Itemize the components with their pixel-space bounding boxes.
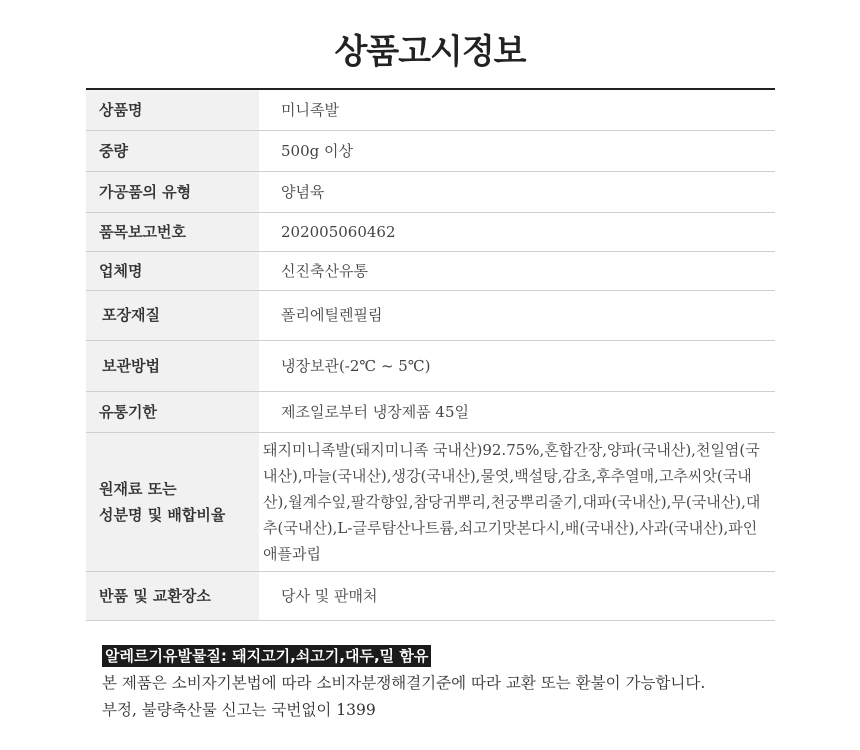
product-info-table xyxy=(86,88,775,621)
allergy-notice: 알레르기유발물질: 돼지고기,쇠고기,대두,밀 함유 xyxy=(102,645,431,667)
row-label: 중량 xyxy=(86,130,259,171)
row-value: 500g 이상 xyxy=(259,130,775,171)
page-title: 상품고시정보 xyxy=(334,32,526,72)
row-value: 폴리에틸렌필림 xyxy=(259,290,775,340)
refund-notice: 본 제품은 소비자기본법에 따라 소비자분쟁해결기준에 따라 교환 또는 환불이 가능합니다. xyxy=(102,674,706,692)
row-label: 보관방법 xyxy=(86,340,259,391)
table-row xyxy=(86,212,775,251)
table-row xyxy=(86,130,775,171)
report-notice: 부정, 불량축산물 신고는 국번없이 1399 xyxy=(102,701,376,719)
table-row xyxy=(86,251,775,290)
row-value: 당사 및 판매처 xyxy=(259,571,775,620)
row-label: 품목보고번호 xyxy=(86,212,259,251)
table-row xyxy=(86,571,775,620)
row-value-ingredients: 돼지미니족발(돼지미니족 국내산)92.75%,혼합간장,양파(국내산),천일염(국내산),마늘(국내산),생강(국내산),물엿,백설탕,감초,후추열매,고추씨앗(국내산),월계수잎,팔각향잎,참당귀뿌리,천궁뿌리줄기,대파(국내산),무(국내산),대추(국내산),L-글루탐산나트륨,쇠고기맛본다시,배(국내산),사과(국내산),파인애플과립 xyxy=(259,432,775,571)
table-row xyxy=(86,89,775,130)
table-row xyxy=(86,290,775,340)
row-label: 반품 및 교환장소 xyxy=(86,571,259,620)
row-value: 양념육 xyxy=(259,171,775,212)
row-label: 상품명 xyxy=(86,89,259,130)
row-label-line: 성분명 및 배합비율 xyxy=(99,505,226,524)
row-value: 신진축산유통 xyxy=(259,251,775,290)
row-label: 포장재질 xyxy=(86,290,259,340)
row-label-ingredients xyxy=(86,432,259,571)
table-row xyxy=(86,432,775,571)
row-label-line: 원재료 또는 xyxy=(99,479,177,498)
notice-block xyxy=(102,643,802,724)
table-row xyxy=(86,340,775,391)
table-row xyxy=(86,391,775,432)
row-value: 202005060462 xyxy=(259,212,775,251)
row-value: 미니족발 xyxy=(259,89,775,130)
row-label: 가공품의 유형 xyxy=(86,171,259,212)
row-value: 냉장보관(-2℃ ~ 5℃) xyxy=(259,340,775,391)
table-row xyxy=(86,171,775,212)
row-label: 유통기한 xyxy=(86,391,259,432)
row-label: 업체명 xyxy=(86,251,259,290)
row-value: 제조일로부터 냉장제품 45일 xyxy=(259,391,775,432)
